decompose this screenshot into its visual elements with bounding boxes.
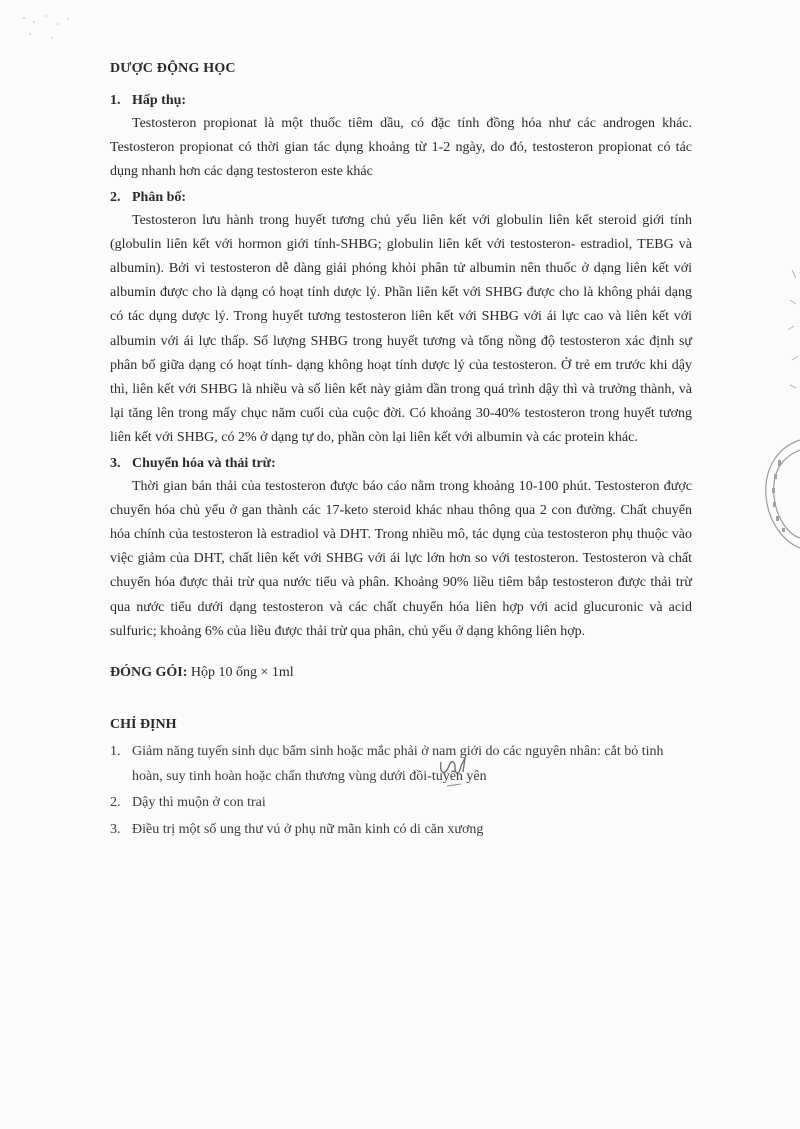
section-metabolism <box>110 453 692 644</box>
list-item: 1. Giảm năng tuyến sinh dục bẩm sinh hoặc mắc phải ở nam giới do các nguyên nhân: cắt bỏ tinh hoàn, suy tinh hoàn hoặc chấn thương vùng dưới đồi-tuyến yên <box>110 744 664 784</box>
section-number: 2. <box>110 189 121 205</box>
section-absorption <box>110 90 692 185</box>
section-heading: Phân bố: <box>132 189 187 205</box>
section-paragraph: Testosteron propionat là một thuốc tiêm dầu, có đặc tính đồng hóa như các androgen khác. Testosteron propionat có thời gian tác dụng khoảng từ 1-2 ngày, do đó, testosteron propionat có tác dụng nhanh hơn các dạng testosteron este khác <box>110 116 692 180</box>
packaging-label: ĐÓNG GÓI: <box>110 665 188 681</box>
section-number: 3. <box>110 455 121 471</box>
list-item: 2. Dậy thì muộn ở con trai <box>110 795 266 811</box>
packaging-value: Hộp 10 ống × 1ml <box>190 665 294 681</box>
indications-list <box>110 740 692 842</box>
section-number: 1. <box>110 93 121 108</box>
section-paragraph: Thời gian bán thải của testosteron được báo cáo nằm trong khoảng 10-100 phút. Testosteron được chuyển hóa chủ yếu ở gan thành các 17-keto steroid khác nhau thông qua 2 con đường. Chất chuyển hóa chính của testosteron là estradiol và DHT. Trong nhiều mô, tác dụng của testosteron phụ thuộc vào việc giảm của DHT, chất liên kết với SHBG với ái lực lớn hơn so với testosteron. Testosteron và chất chuyển hóa được thải trừ qua nước tiểu và phân. Khoảng 90% liều tiêm bắp testosteron được thải trừ qua nước tiểu dưới dạng testosteron và các chất chuyển hóa liên hợp với acid glucuronic và acid sulfuric; khoảng 6% của liều được thải trừ qua phân, chủ yếu ở dạng không liên hợp. <box>110 478 692 639</box>
section-heading: Hấp thụ: <box>132 93 187 108</box>
packaging-line <box>110 662 692 684</box>
indications-title: CHỈ ĐỊNH <box>110 717 177 733</box>
corner-marks <box>18 10 78 50</box>
list-item: 3. Điều trị một số ung thư vú ở phụ nữ mãn kinh có di căn xương <box>110 821 484 837</box>
handwritten-initials <box>435 752 475 792</box>
section-title-pharmacokinetics: DƯỢC ĐỘNG HỌC <box>110 61 236 76</box>
section-paragraph: Testosteron lưu hành trong huyết tương chủ yếu liên kết với globulin liên kết steroid giới tính (globulin liên kết với hormon giới tính-SHBG; globulin liên kết với testosteron- estradiol, TEBG và albumin). Bởi vì testosteron dễ dàng giải phóng khỏi phân tử albumin nên thuốc ở dạng liên kết với albumin được cho là dạng có hoạt tính dược lý. Phần liên kết với SHBG được cho là không phải dạng có tác dụng dược lý. Trong huyết tương testosteron liên kết với SHBG với ái lực cao và liên kết với albumin với ái lực thấp. Số lượng SHBG trong huyết tương và tổng nồng độ testosteron xác định sự phân bố giữa dạng có hoạt tính- dạng không hoạt tính dược lý của testosteron. Ở trẻ em trước khi dậy thì, liên kết với SHBG là nhiều và số liên kết này giảm dần trong quá trình dậy thì và trưởng thành, và lại tăng lên trong mấy chục năm cuối của cuộc đời. Có khoảng 30-40% testosteron trong huyết tương liên kết với SHBG, có 2% ở dạng tự do, phần còn lại liên kết với albumin và các protein khác. <box>110 212 692 446</box>
partial-seal-stamp <box>756 260 800 580</box>
document-content <box>110 58 692 844</box>
section-heading: Chuyển hóa và thải trừ: <box>132 455 276 471</box>
section-distribution <box>110 187 692 451</box>
